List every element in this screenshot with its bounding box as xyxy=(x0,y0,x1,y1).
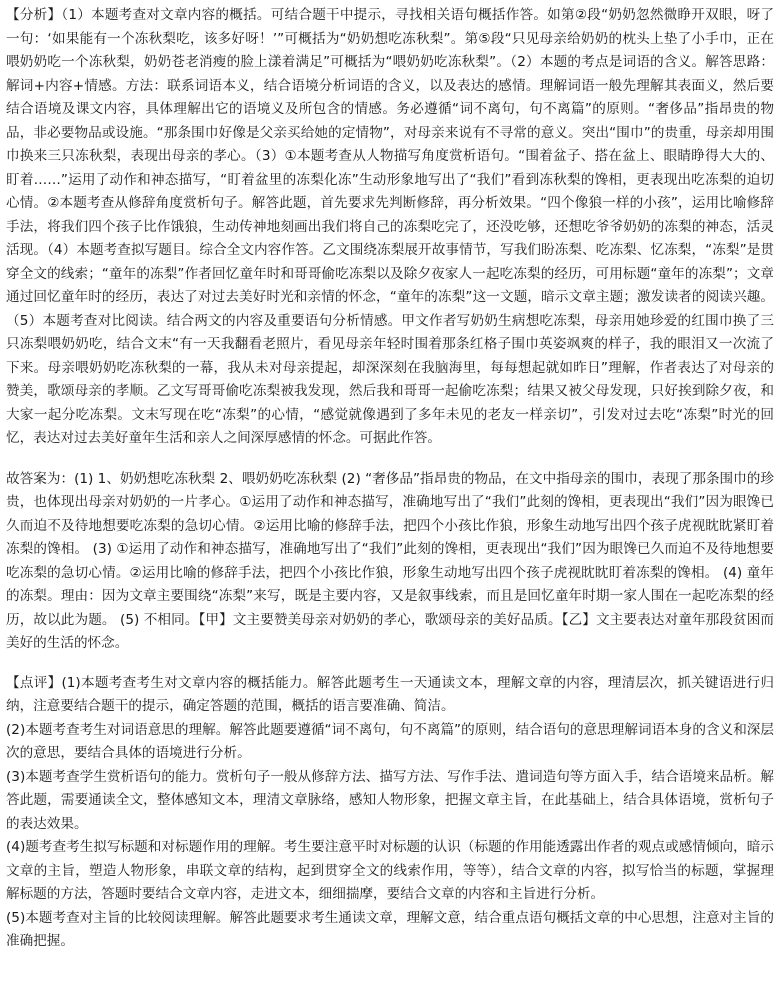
spacer xyxy=(6,656,774,672)
comment-paragraph-1: 【点评】(1)本题考查考生对文章内容的概括能力。解答此题考生一天通读文本，理解文章的内容，理清层次，抓关键语进行归纳，注意要结合题干的提示，确定答题的范围，概括的语言要准确、简洁。 xyxy=(6,674,774,714)
spacer xyxy=(6,451,774,468)
analysis-paragraph: 【分析】（1）本题考查对文章内容的概括。可结合题干中提示，寻找相关语句概括作答。如第②段“奶奶忽然微睁开双眼，呀了一句：‘如果能有一个冻秋梨吃，该多好呀！’”可概括为“奶奶想吃冻秋梨”。第⑤段“只见母亲给奶奶的枕头上垫了小手巾，正在喂奶奶吃一个冻秋梨，奶奶苍老消瘦的脸上漾着满足”可概括为“喂奶奶吃冻秋梨”。（2）本题的考点是词语的含义。解答思路：解词+内容+情感。方法：联系词语本义，结合语境分析词语的含义，以及表达的感情。理解词语一般先理解其表面义，然后要结合语境及课文内容，具体理解出它的语境义及所包含的情感。务必遵循“词不离句，句不离篇”的原则。“奢侈品”指昂贵的物品，非必要物品或设施。“那条围巾好像是父亲买给她的定情物”，对母亲来说有不寻常的意义。突出“围巾”的贵重，母亲却用围巾换来三只冻秋梨，表现出母亲的孝心。（3）①本题考查从人物描写角度赏析语句。“围着盆子、搭在盆上、眼睛睁得大大的、盯着……”运用了动作和神态描写，“盯着盆里的冻梨化冻”生动形象地写出了“我们”看到冻秋梨的馋相，更表现出吃冻梨的迫切心情。②本题考查从修辞角度赏析句子。解答此题，首先要求先判断修辞，再分析效果。“四个像狼一样的小孩”，运用比喻修辞手法，将我们四个孩子比作饿狼，生动传神地刻画出我们将自己的冻梨吃完了，还没吃够，还想吃爷爷奶奶的冻梨的神态，活灵活现。（4）本题考查拟写题目。综合全文内容作答。乙文围绕冻梨展开故事情节，写我们盼冻梨、吃冻梨、忆冻梨，“冻梨”是贯穿全文的线索；“童年的冻梨”作者回忆童年时和哥哥偷吃冻梨以及除夕夜家人一起吃冻梨的经历，可用标题“童年的冻梨”；文章通过回忆童年时的经历，表达了对过去美好时光和亲情的怀念，“童年的冻梨”这一文题，暗示文章主题；激发读者的阅读兴趣。（5）本题考查对比阅读。结合两文的内容及重要语句分析情感。甲文作者写奶奶生病想吃冻梨，母亲用她珍爱的红围巾换了三只冻梨喂奶奶吃，结合文末“有一天我翻看老照片，看见母亲年轻时围着那条红格子围巾英姿飒爽的样子，我的眼泪又一次流了下来。母亲喂奶奶吃冻秋梨的一幕，我从未对母亲提起，却深深刻在我脑海里，每每想起就如昨日”理解，作者表达了对母亲的赞美，歌颂母亲的孝顺。乙文写哥哥偷吃冻梨被我发现，然后我和哥哥一起偷吃冻梨；结果又被父母发现，只好挨到除夕夜，和大家一起分吃冻梨。文末写现在吃“冻梨”的心情，“感觉就像遇到了多年未见的老友一样亲切”，引发对过去吃“冻梨”时光的回忆，表达对过去美好童年生活和亲人之间深厚感情的怀念。可据此作答。 xyxy=(6,7,774,446)
comment-paragraph-4: (4)题考查考生拟写标题和对标题作用的理解。考生要注意平时对标题的认识（标题的作用能透露出作者的观点或感情倾向，暗示文章的主旨，塑造人物形象，串联文章的结构，起到贯穿全文的线索作用，等等），结合文章的内容，拟写恰当的标题，掌握理解标题的方法，答题时要结合文章内容，走进文本，细细揣摩，要结合文章的内容和主旨进行分析。 xyxy=(6,839,774,902)
comment-paragraph-5: (5)本题考查对主旨的比较阅读理解。解答此题要求考生通读文章，理解文意，结合重点语句概括文章的中心思想，注意对主旨的准确把握。 xyxy=(6,909,774,949)
comment-paragraph-3: (3)本题考查学生赏析语句的能力。赏析句子一般从修辞方法、描写方法、写作手法、遣词造句等方面入手，结合语境来品析。解答此题，需要通读全文，整体感知文本，理清文章脉络，感知人物形象，把握文章主旨，在此基础上，结合具体语境，赏析句子的表达效果。 xyxy=(6,768,774,832)
comment-paragraph-2: (2)本题考查考生对词语意思的理解。解答此题要遵循“词不离句，句不离篇”的原则，结合语句的意思理解词语本身的含义和深层次的意思，要结合具体的语境进行分析。 xyxy=(6,721,774,761)
answer-paragraph: 故答案为：(1) 1、奶奶想吃冻秋梨 2、喂奶奶吃冻秋梨 (2) “奢侈品”指昂贵的物品，在文中指母亲的围巾，表现了那条围巾的珍贵，也体现出母亲对奶奶的一片孝心。①运用了动作和神态描写，准确地写出了“我们”此刻的馋相，更表现出“我们”因为眼馋已久而迫不及待地想要吃冻梨的急切心情。②运用比喻的修辞手法，把四个小孩比作狼，形象生动地写出四个孩子虎视眈眈紧盯着冻梨的馋相。 (3) ①运用了动作和神态描写，准确地写出了“我们”此刻的馋相，更表现出“我们”因为眼馋已久而迫不及待地想要吃冻梨的急切心情。②运用比喻的修辞手法，把四个小孩比作狼，形象生动地写出四个孩子虎视眈眈盯着冻梨的馋相。 (4) 童年的冻梨。理由：因为文章主要围绕“冻梨”来写，既是主要内容，又是叙事线索，而且是回忆童年时期一家人围在一起吃冻梨的经历，故以此为题。 (5) 不相同。【甲】文主要赞美母亲对奶奶的孝心，歌颂母亲的美好品质。【乙】文主要表达对童年那段贫困而美好的生活的怀念。 xyxy=(6,470,774,651)
